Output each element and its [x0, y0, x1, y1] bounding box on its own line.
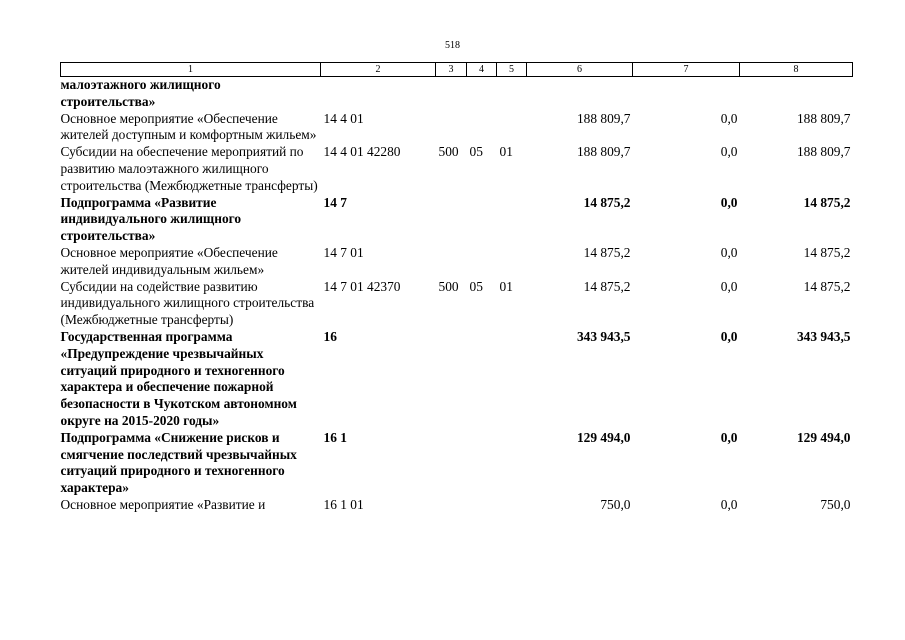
row-amount-col8: 188 809,7	[796, 144, 851, 160]
row-code: 14 7 01 42370	[323, 278, 401, 294]
row-amount-col6	[527, 77, 633, 111]
row-amount-col8: 14 875,2	[803, 278, 851, 294]
row-amount-col6: 14 875,2	[583, 278, 631, 294]
row-amount-col7: 0,0	[720, 194, 738, 210]
row-section	[467, 497, 497, 514]
row-amount-col6: 750,0	[600, 496, 631, 512]
column-header: 7	[633, 63, 740, 77]
row-subsection	[497, 111, 527, 145]
table-row	[61, 329, 853, 430]
row-name: Субсидии на содействие развитию индивидуального жилищного строительства (Межбюджетные трансферты)	[60, 278, 315, 328]
row-name: Субсидии на обеспечение мероприятий по развитию малоэтажного жилищного строительства (Межбюджетные трансферты)	[60, 144, 318, 193]
row-name: Государственная программа «Предупреждение чрезвычайных ситуаций природного и техногенного характера и обеспечение пожарной безопасности в Чукотском автономном округе на 2015-2020 годы»	[60, 328, 297, 428]
row-code	[321, 77, 436, 111]
column-header: 6	[527, 63, 633, 77]
row-amount-col7: 0,0	[720, 328, 738, 344]
column-header: 3	[436, 63, 467, 77]
row-name: Основное мероприятие «Развитие и	[60, 496, 266, 512]
row-subsection	[497, 329, 527, 430]
row-amount-col7: 0,0	[720, 110, 738, 126]
row-name: Основное мероприятие «Обеспечение жителей доступным и комфортным жильем»	[60, 110, 317, 143]
row-amount-col8: 14 875,2	[803, 194, 851, 210]
row-amount-col7: 0,0	[720, 244, 738, 260]
table-row	[61, 144, 853, 194]
row-expense-type	[436, 77, 467, 111]
row-amount-col7: 0,0	[720, 144, 738, 160]
row-amount-col6: 343 943,5	[576, 328, 631, 344]
row-amount-col8: 129 494,0	[796, 429, 851, 445]
table-row	[61, 111, 853, 145]
row-code: 14 4 01 42280	[323, 144, 401, 160]
row-code: 14 7	[323, 194, 347, 210]
row-name: малоэтажного жилищного строительства»	[60, 77, 221, 109]
row-section	[467, 430, 497, 497]
row-expense-type	[436, 329, 467, 430]
table-row	[61, 497, 853, 514]
row-section	[467, 111, 497, 145]
row-code: 16 1	[323, 429, 347, 445]
row-code: 14 7 01	[323, 244, 364, 260]
row-section	[467, 245, 497, 279]
row-amount-col8: 14 875,2	[803, 244, 851, 260]
row-code: 16 1 01	[323, 496, 364, 512]
row-amount-col6: 129 494,0	[576, 429, 631, 445]
row-subsection	[497, 245, 527, 279]
column-header: 1	[61, 63, 321, 77]
row-subsection	[497, 430, 527, 497]
row-amount-col6: 188 809,7	[576, 110, 631, 126]
row-section	[467, 329, 497, 430]
row-expense-type	[436, 245, 467, 279]
row-section: 05	[469, 144, 483, 160]
row-amount-col6: 188 809,7	[576, 144, 631, 160]
row-section: 05	[469, 278, 483, 294]
row-amount-col8	[740, 77, 853, 111]
row-expense-type	[436, 111, 467, 145]
table-row	[61, 279, 853, 329]
row-amount-col7	[633, 77, 740, 111]
row-subsection: 01	[499, 278, 513, 294]
column-header: 5	[497, 63, 527, 77]
row-subsection: 01	[499, 144, 513, 160]
row-amount-col8: 343 943,5	[796, 328, 851, 344]
row-code: 16	[323, 328, 337, 344]
table-row	[61, 245, 853, 279]
table-row	[61, 77, 853, 111]
column-header: 4	[467, 63, 497, 77]
row-amount-col7: 0,0	[720, 429, 738, 445]
row-amount-col8: 750,0	[820, 496, 851, 512]
row-amount-col7: 0,0	[720, 496, 738, 512]
budget-table	[60, 62, 853, 514]
row-amount-col6: 14 875,2	[583, 244, 631, 260]
row-code: 14 4 01	[323, 110, 364, 126]
row-section	[467, 77, 497, 111]
column-header: 8	[740, 63, 853, 77]
row-amount-col7: 0,0	[720, 278, 738, 294]
row-expense-type	[436, 497, 467, 514]
row-expense-type	[436, 430, 467, 497]
row-name: Подпрограмма «Развитие индивидуального жилищного строительства»	[60, 194, 242, 244]
column-header: 2	[321, 63, 436, 77]
row-subsection	[497, 497, 527, 514]
table-body	[61, 77, 853, 514]
row-name: Подпрограмма «Снижение рисков и смягчение последствий чрезвычайных ситуаций природного и техногенного характера»	[60, 429, 297, 496]
row-subsection	[497, 195, 527, 245]
page-number: 518	[445, 40, 460, 51]
column-number-row	[61, 63, 853, 77]
row-expense-type	[436, 195, 467, 245]
row-subsection	[497, 77, 527, 111]
table-row	[61, 195, 853, 245]
row-expense-type: 500	[438, 278, 459, 294]
row-amount-col6: 14 875,2	[583, 194, 631, 210]
table-row	[61, 430, 853, 497]
row-amount-col8: 188 809,7	[796, 110, 851, 126]
row-expense-type: 500	[438, 144, 459, 160]
row-name: Основное мероприятие «Обеспечение жителей индивидуальным жильем»	[60, 244, 278, 277]
row-section	[467, 195, 497, 245]
